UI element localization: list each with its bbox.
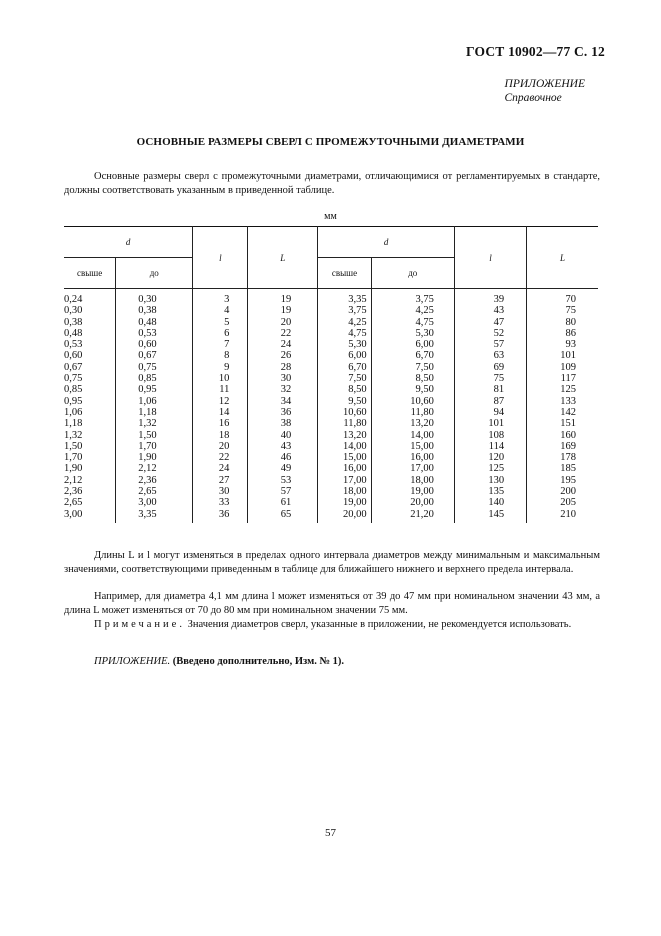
header-d-right: d bbox=[318, 227, 455, 258]
table-cell: 43 bbox=[248, 441, 318, 452]
table-cell: 151 bbox=[527, 418, 598, 429]
table-cell: 0,30 bbox=[116, 289, 193, 306]
table-cell: 0,75 bbox=[116, 362, 193, 373]
table-cell: 1,06 bbox=[116, 396, 193, 407]
table-cell: 4,25 bbox=[371, 305, 454, 316]
table-cell: 0,95 bbox=[64, 396, 116, 407]
table-cell: 0,30 bbox=[64, 305, 116, 316]
table-row bbox=[64, 497, 598, 508]
table-cell: 6,00 bbox=[371, 339, 454, 350]
table-cell: 30 bbox=[193, 486, 248, 497]
table-cell: 145 bbox=[454, 509, 526, 523]
table-cell: 24 bbox=[248, 339, 318, 350]
table-cell: 11,80 bbox=[318, 418, 371, 429]
table-cell: 39 bbox=[454, 289, 526, 306]
table-cell: 9,50 bbox=[371, 384, 454, 395]
table-cell: 8,50 bbox=[371, 373, 454, 384]
table-cell: 21,20 bbox=[371, 509, 454, 523]
table-cell: 15,00 bbox=[318, 452, 371, 463]
table-cell: 169 bbox=[527, 441, 598, 452]
table-cell: 57 bbox=[248, 486, 318, 497]
table-cell: 125 bbox=[454, 463, 526, 474]
table-cell: 101 bbox=[527, 350, 598, 361]
table-cell: 75 bbox=[454, 373, 526, 384]
table-cell: 125 bbox=[527, 384, 598, 395]
table-row bbox=[64, 396, 598, 407]
table-cell: 18 bbox=[193, 430, 248, 441]
note-text: Значения диаметров сверл, указанные в приложении, не рекомендуется использовать. bbox=[187, 619, 572, 630]
table-cell: 20 bbox=[193, 441, 248, 452]
table-cell: 5,30 bbox=[318, 339, 371, 350]
table-cell: 7,50 bbox=[318, 373, 371, 384]
table-cell: 1,32 bbox=[64, 430, 116, 441]
amendment-text: (Введено дополнительно, Изм. № 1). bbox=[172, 656, 345, 667]
table-cell: 142 bbox=[527, 407, 598, 418]
table-cell: 114 bbox=[454, 441, 526, 452]
table-cell: 34 bbox=[248, 396, 318, 407]
table-cell: 133 bbox=[527, 396, 598, 407]
table-row bbox=[64, 509, 598, 523]
table-cell: 20,00 bbox=[371, 497, 454, 508]
table-cell: 32 bbox=[248, 384, 318, 395]
table-cell: 2,65 bbox=[116, 486, 193, 497]
table-cell: 210 bbox=[527, 509, 598, 523]
table-cell: 130 bbox=[454, 475, 526, 486]
header-d-left: d bbox=[64, 227, 193, 258]
table-cell: 0,67 bbox=[116, 350, 193, 361]
table-cell: 1,70 bbox=[64, 452, 116, 463]
table-cell: 1,18 bbox=[116, 407, 193, 418]
drill-dimensions-table bbox=[64, 226, 598, 523]
table-cell: 8 bbox=[193, 350, 248, 361]
table-cell: 36 bbox=[248, 407, 318, 418]
table-cell: 0,67 bbox=[64, 362, 116, 373]
table-row bbox=[64, 373, 598, 384]
table-cell: 10 bbox=[193, 373, 248, 384]
table-cell: 3,35 bbox=[318, 289, 371, 306]
table-cell: 101 bbox=[454, 418, 526, 429]
table-cell: 3,75 bbox=[318, 305, 371, 316]
table-cell: 10,60 bbox=[371, 396, 454, 407]
table-row bbox=[64, 430, 598, 441]
header-l-right: l bbox=[454, 227, 526, 289]
table-cell: 43 bbox=[454, 305, 526, 316]
standard-header: ГОСТ 10902—77 С. 12 bbox=[466, 44, 605, 59]
table-cell: 13,20 bbox=[318, 430, 371, 441]
amendment-paragraph bbox=[64, 655, 600, 669]
table-row bbox=[64, 475, 598, 486]
table-cell: 19 bbox=[248, 289, 318, 306]
table-cell: 2,12 bbox=[116, 463, 193, 474]
table-cell: 80 bbox=[527, 317, 598, 328]
table-cell: 3,00 bbox=[116, 497, 193, 508]
table-cell: 0,53 bbox=[116, 328, 193, 339]
table-cell: 6,00 bbox=[318, 350, 371, 361]
table-cell: 8,50 bbox=[318, 384, 371, 395]
table-cell: 3,00 bbox=[64, 509, 116, 523]
table-cell: 135 bbox=[454, 486, 526, 497]
table-cell: 195 bbox=[527, 475, 598, 486]
header-L-left: L bbox=[248, 227, 318, 289]
table-row bbox=[64, 486, 598, 497]
intro-paragraph: Основные размеры сверл с промежуточными диаметрами, отличающимися от регламентируемых в стандарте, должны соответствовать указанным в приведенной таблице. bbox=[64, 171, 600, 196]
table-cell: 19,00 bbox=[371, 486, 454, 497]
table-cell: 205 bbox=[527, 497, 598, 508]
table-cell: 17,00 bbox=[318, 475, 371, 486]
note-label: Примечание. bbox=[94, 619, 185, 630]
table-cell: 2,36 bbox=[116, 475, 193, 486]
table-cell: 4,75 bbox=[318, 328, 371, 339]
table-row bbox=[64, 362, 598, 373]
header-over-right: свыше bbox=[318, 258, 371, 289]
table-cell: 47 bbox=[454, 317, 526, 328]
table-row bbox=[64, 328, 598, 339]
header-over-left: свыше bbox=[64, 258, 116, 289]
table-cell: 61 bbox=[248, 497, 318, 508]
table-row bbox=[64, 463, 598, 474]
table-cell: 27 bbox=[193, 475, 248, 486]
table-cell: 65 bbox=[248, 509, 318, 523]
table-row bbox=[64, 339, 598, 350]
table-cell: 0,75 bbox=[64, 373, 116, 384]
table-cell: 20,00 bbox=[318, 509, 371, 523]
table-cell: 0,95 bbox=[116, 384, 193, 395]
table-cell: 20 bbox=[248, 317, 318, 328]
table-cell: 120 bbox=[454, 452, 526, 463]
table-cell: 1,50 bbox=[64, 441, 116, 452]
table-cell: 26 bbox=[248, 350, 318, 361]
table-cell: 93 bbox=[527, 339, 598, 350]
header-to-left: до bbox=[116, 258, 193, 289]
table-cell: 11 bbox=[193, 384, 248, 395]
table-cell: 0,24 bbox=[64, 289, 116, 306]
table-cell: 3,75 bbox=[371, 289, 454, 306]
appendix-label bbox=[505, 77, 585, 105]
table-cell: 19 bbox=[248, 305, 318, 316]
table-cell: 200 bbox=[527, 486, 598, 497]
table-cell: 6,70 bbox=[318, 362, 371, 373]
table-cell: 12 bbox=[193, 396, 248, 407]
table-cell: 117 bbox=[527, 373, 598, 384]
header-to-right: до bbox=[371, 258, 454, 289]
table-cell: 46 bbox=[248, 452, 318, 463]
table-row bbox=[64, 317, 598, 328]
table-cell: 7,50 bbox=[371, 362, 454, 373]
table-cell: 75 bbox=[527, 305, 598, 316]
table-cell: 0,85 bbox=[116, 373, 193, 384]
table-cell: 22 bbox=[193, 452, 248, 463]
table-row bbox=[64, 289, 598, 306]
table-cell: 2,12 bbox=[64, 475, 116, 486]
table-cell: 3 bbox=[193, 289, 248, 306]
table-cell: 10,60 bbox=[318, 407, 371, 418]
table-cell: 49 bbox=[248, 463, 318, 474]
table-cell: 28 bbox=[248, 362, 318, 373]
table-row bbox=[64, 452, 598, 463]
table-cell: 57 bbox=[454, 339, 526, 350]
table-cell: 108 bbox=[454, 430, 526, 441]
table-cell: 16,00 bbox=[371, 452, 454, 463]
table-cell: 53 bbox=[248, 475, 318, 486]
header-L-right: L bbox=[527, 227, 598, 289]
table-cell: 33 bbox=[193, 497, 248, 508]
table-cell: 3,35 bbox=[116, 509, 193, 523]
table-row bbox=[64, 407, 598, 418]
table-cell: 87 bbox=[454, 396, 526, 407]
table-row bbox=[64, 350, 598, 361]
table-cell: 30 bbox=[248, 373, 318, 384]
table-cell: 81 bbox=[454, 384, 526, 395]
table-cell: 13,20 bbox=[371, 418, 454, 429]
table-cell: 5 bbox=[193, 317, 248, 328]
table-cell: 1,90 bbox=[64, 463, 116, 474]
table-cell: 18,00 bbox=[318, 486, 371, 497]
table-cell: 14,00 bbox=[318, 441, 371, 452]
table-cell: 109 bbox=[527, 362, 598, 373]
table-row bbox=[64, 305, 598, 316]
table-cell: 1,18 bbox=[64, 418, 116, 429]
note-paragraph bbox=[64, 618, 600, 632]
table-cell: 6,70 bbox=[371, 350, 454, 361]
table-cell: 185 bbox=[527, 463, 598, 474]
table-cell: 4,25 bbox=[318, 317, 371, 328]
table-cell: 18,00 bbox=[371, 475, 454, 486]
table-cell: 69 bbox=[454, 362, 526, 373]
table-unit: мм bbox=[324, 211, 337, 222]
table-cell: 4 bbox=[193, 305, 248, 316]
table-cell: 86 bbox=[527, 328, 598, 339]
header-l-left: l bbox=[193, 227, 248, 289]
table-cell: 11,80 bbox=[371, 407, 454, 418]
table-cell: 1,06 bbox=[64, 407, 116, 418]
table-row bbox=[64, 418, 598, 429]
table-cell: 52 bbox=[454, 328, 526, 339]
page-title: ОСНОВНЫЕ РАЗМЕРЫ СВЕРЛ С ПРОМЕЖУТОЧНЫМИ ДИАМЕТРАМИ bbox=[136, 136, 525, 148]
table-cell: 14 bbox=[193, 407, 248, 418]
table-cell: 4,75 bbox=[371, 317, 454, 328]
table-cell: 9,50 bbox=[318, 396, 371, 407]
table-cell: 0,38 bbox=[64, 317, 116, 328]
table-row bbox=[64, 384, 598, 395]
appendix-kind: Справочное bbox=[504, 92, 562, 104]
table-cell: 38 bbox=[248, 418, 318, 429]
appendix-title: ПРИЛОЖЕНИЕ bbox=[504, 78, 585, 90]
amendment-label: ПРИЛОЖЕНИЕ. bbox=[94, 656, 171, 667]
table-cell: 63 bbox=[454, 350, 526, 361]
table-cell: 1,32 bbox=[116, 418, 193, 429]
table-cell: 24 bbox=[193, 463, 248, 474]
table-body bbox=[64, 289, 598, 523]
table-cell: 1,90 bbox=[116, 452, 193, 463]
table-cell: 1,70 bbox=[116, 441, 193, 452]
table-cell: 140 bbox=[454, 497, 526, 508]
table-cell: 5,30 bbox=[371, 328, 454, 339]
table-cell: 0,60 bbox=[116, 339, 193, 350]
table-cell: 94 bbox=[454, 407, 526, 418]
table-cell: 178 bbox=[527, 452, 598, 463]
table-row bbox=[64, 441, 598, 452]
table-cell: 0,48 bbox=[64, 328, 116, 339]
page-number: 57 bbox=[325, 827, 336, 839]
table-cell: 1,50 bbox=[116, 430, 193, 441]
table-cell: 70 bbox=[527, 289, 598, 306]
example-paragraph: Например, для диаметра 4,1 мм длина l может изменяться от 39 до 47 мм при номинальном значении 43 мм, а длина L может изменяться от 70 до 80 мм при номинальном значении 75 мм. bbox=[64, 591, 600, 616]
table-cell: 17,00 bbox=[371, 463, 454, 474]
table-cell: 16,00 bbox=[318, 463, 371, 474]
table-cell: 6 bbox=[193, 328, 248, 339]
table-cell: 2,65 bbox=[64, 497, 116, 508]
table-cell: 2,36 bbox=[64, 486, 116, 497]
table-cell: 7 bbox=[193, 339, 248, 350]
table-cell: 40 bbox=[248, 430, 318, 441]
table-cell: 0,85 bbox=[64, 384, 116, 395]
table-cell: 15,00 bbox=[371, 441, 454, 452]
table-cell: 19,00 bbox=[318, 497, 371, 508]
table-cell: 9 bbox=[193, 362, 248, 373]
table-cell: 22 bbox=[248, 328, 318, 339]
table-cell: 14,00 bbox=[371, 430, 454, 441]
table-cell: 0,53 bbox=[64, 339, 116, 350]
lengths-paragraph: Длины L и l могут изменяться в пределах одного интервала диаметров между минимальным и максимальным значениями, соответствующими приведенным в таблице для ближайшего нижнего и верхнего предела интервала. bbox=[64, 550, 600, 575]
table-cell: 160 bbox=[527, 430, 598, 441]
table-cell: 0,38 bbox=[116, 305, 193, 316]
table-cell: 16 bbox=[193, 418, 248, 429]
table-cell: 0,60 bbox=[64, 350, 116, 361]
table-cell: 36 bbox=[193, 509, 248, 523]
table-cell: 0,48 bbox=[116, 317, 193, 328]
